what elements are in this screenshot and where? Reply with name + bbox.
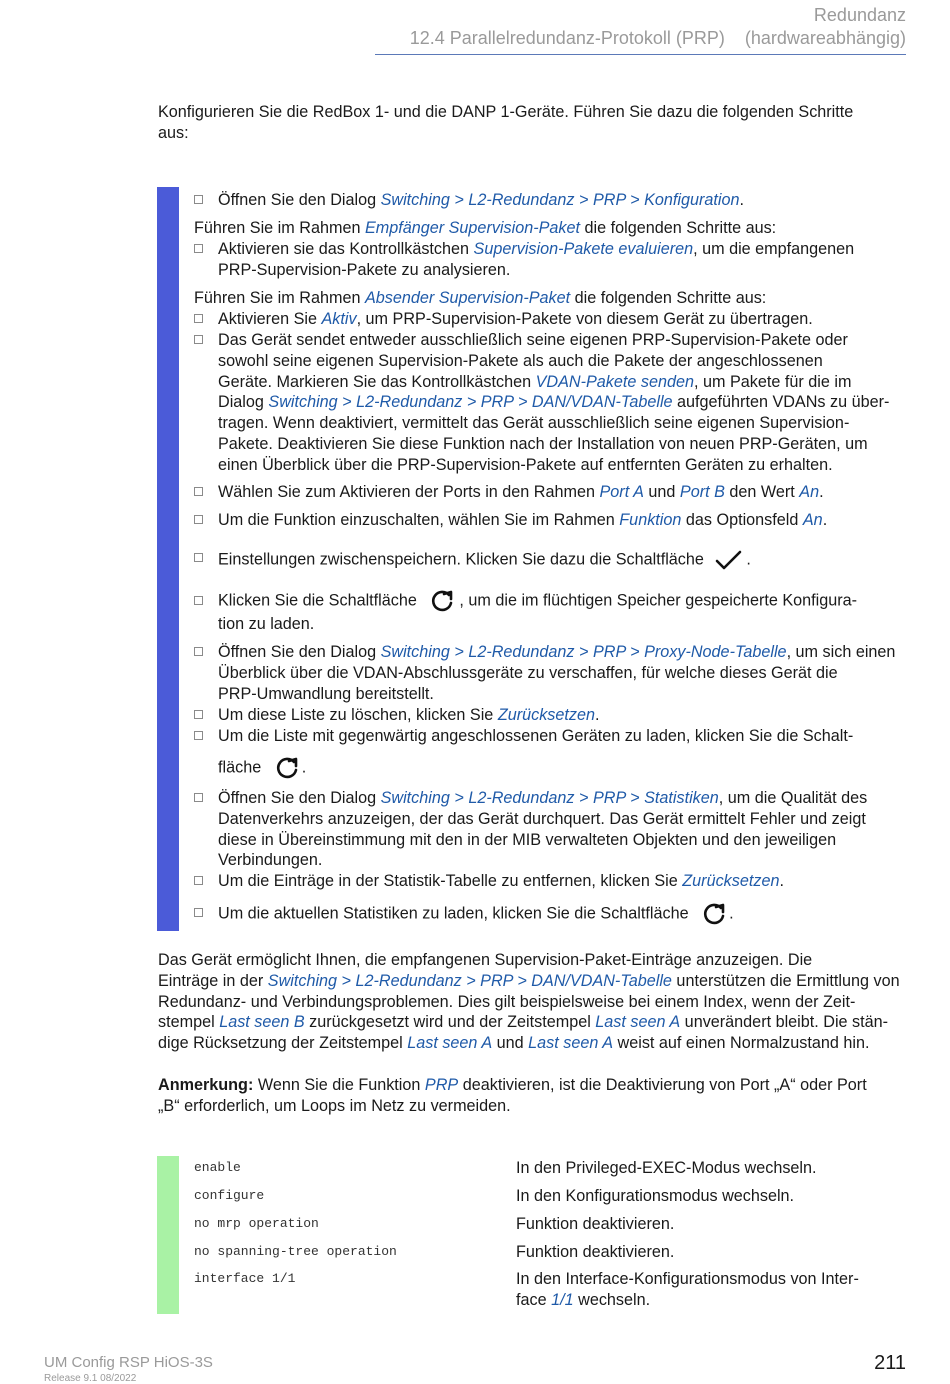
header-rule — [375, 54, 906, 55]
step-text: aufgeführten VDANs zu über- — [672, 393, 890, 412]
step-text: Um die Funktion einzuschalten, wählen Sie im Rahmen — [218, 511, 620, 529]
cli-description-text: face — [516, 1291, 552, 1309]
cli-command: configure — [194, 1188, 265, 1203]
intro-line: Konfigurieren Sie die RedBox 1- und die DANP 1-Geräte. Führen Sie dazu die folgenden Schritte — [158, 103, 854, 121]
step-text: . — [746, 550, 751, 569]
step-text: Um die Liste mit gegenwärtig angeschlossenen Geräten zu laden, klicken Sie die Schalt- — [218, 727, 854, 745]
reload-icon — [272, 755, 302, 781]
step-text: . — [729, 904, 734, 923]
checkbox-icon — [194, 515, 203, 524]
body-text: Redundanz- und Verbindungsproblemen. Dies gilt beispielsweise bei einem Index, wenn der Zeit- — [158, 992, 856, 1011]
dialog-path-link: Switching > L2-Redundanz > PRP > DAN/VDAN-Tabelle — [267, 971, 672, 990]
step-text: , um sich einen — [786, 643, 896, 661]
frame-name: Empfänger Supervision-Paket — [364, 219, 580, 237]
checkbox-icon — [194, 710, 203, 719]
step-text: fläche — [218, 758, 262, 777]
frame-heading — [194, 288, 766, 309]
step-reload-config — [194, 588, 906, 635]
step-vdan — [194, 330, 906, 476]
header-chapter: Redundanz — [813, 5, 906, 25]
function-name: PRP — [424, 1076, 459, 1094]
interface-name: 1/1 — [551, 1291, 574, 1309]
checkbox-icon — [194, 596, 203, 605]
step-text: Pakete. Deaktivieren Sie diese Funktion nach der Installation von neuen PRP-Geräten, um — [218, 434, 868, 453]
step-text: , um PRP-Supervision-Pakete von diesem Gerät zu übertragen. — [356, 310, 813, 328]
step-text: tragen. Wenn deaktiviert, vermittelt das Gerät ausschließlich seine eigenen Supervision- — [218, 414, 850, 433]
step-text: . — [822, 511, 828, 529]
footer-release: Release 9.1 08/2022 — [44, 1373, 137, 1384]
step-ports — [194, 482, 906, 503]
frame-text: die folgenden Schritte aus: — [570, 289, 767, 307]
dialog-path-link: Switching > L2-Redundanz > PRP > Proxy-Node-Tabelle — [380, 643, 787, 661]
step-text: Verbindungen. — [218, 851, 323, 870]
step-save — [194, 548, 906, 572]
checkbox-icon — [194, 908, 203, 917]
dialog-path-link: Switching > L2-Redundanz > PRP > Konfiguration — [380, 191, 740, 209]
step-text: Datenverkehrs anzuzeigen, der das Gerät durchquert. Das Gerät ermittelt Fehler und zeigt — [218, 809, 866, 828]
checkmark-icon — [714, 548, 744, 572]
step-load-stats — [194, 901, 906, 927]
step-text: Geräte. Markieren Sie das Kontrollkästchen — [218, 372, 536, 391]
note-text: deaktivieren, ist die Deaktivierung von Port „A“ oder Port — [458, 1076, 867, 1094]
header-section-line — [410, 27, 906, 49]
frame-name: Absender Supervision-Paket — [364, 289, 571, 307]
step-text: , um die im flüchtigen Speicher gespeicherte Konfigura- — [459, 591, 858, 610]
cli-command: no mrp operation — [194, 1216, 319, 1231]
step-text: , um die Qualität des — [718, 789, 868, 807]
checkbox-icon — [194, 793, 203, 802]
step-text: . — [301, 758, 307, 777]
checkbox-icon — [194, 731, 203, 740]
cli-description: In den Privileged-EXEC-Modus wechseln. — [516, 1159, 817, 1177]
step-text: diese in Übereinstimmung mit den in der MIB verwalteten Objekten und den jeweiligen — [218, 830, 837, 849]
checkbox-icon — [194, 876, 203, 885]
step-text: . — [819, 483, 824, 501]
step-reset-list — [194, 705, 906, 726]
step-statistics — [194, 788, 906, 871]
step-text: tion zu laden. — [218, 615, 315, 633]
frame-text: Führen Sie im Rahmen — [194, 219, 365, 237]
note-paragraph — [158, 1075, 908, 1117]
body-text: und — [492, 1034, 529, 1053]
frame-text: die folgenden Schritte aus: — [580, 219, 777, 237]
step-text: und — [643, 483, 680, 501]
field-name: Last seen A — [595, 1013, 681, 1032]
step-text: Öffnen Sie den Dialog — [218, 789, 381, 807]
step-text: Wählen Sie zum Aktivieren der Ports in den Rahmen — [218, 483, 600, 501]
cli-command: interface 1/1 — [194, 1271, 296, 1286]
step-text: . — [779, 872, 784, 890]
step-text: Um die Einträge in der Statistik-Tabelle zu entfernen, klicken Sie — [218, 872, 683, 890]
frame-name: Port B — [679, 483, 725, 501]
step-text: , um Pakete für die im — [693, 372, 852, 391]
reload-icon — [699, 901, 729, 927]
checkbox-icon — [194, 553, 203, 562]
option-name: Aktiv — [321, 310, 357, 328]
step-text: Dialog — [218, 393, 269, 412]
value-name: An — [802, 511, 823, 529]
checkbox-icon — [194, 647, 203, 656]
intro-paragraph — [158, 102, 908, 144]
body-text: unterstützen die Ermittlung von — [671, 971, 900, 990]
step-text: Das Gerät sendet entweder ausschließlich seine eigenen PRP-Supervision-Pakete oder — [218, 331, 848, 349]
field-name: Last seen B — [219, 1013, 305, 1032]
step-text: den Wert — [724, 483, 800, 501]
cli-description — [516, 1269, 859, 1311]
frame-name: Port A — [599, 483, 644, 501]
field-name: Last seen A — [528, 1034, 614, 1053]
frame-heading — [194, 218, 776, 239]
cli-description: Funktion deaktivieren. — [516, 1243, 675, 1261]
step-text: . — [594, 706, 600, 724]
step-text: Klicken Sie die Schaltfläche — [218, 591, 417, 610]
cli-description-text: In den Interface-Konfigurationsmodus von Inter- — [516, 1270, 859, 1288]
header-qualifier: (hardwareabhängig) — [744, 28, 906, 48]
note-text: Wenn Sie die Funktion — [253, 1076, 425, 1094]
checkbox-icon — [194, 195, 203, 204]
step-evaluate — [194, 239, 906, 281]
step-text: Einstellungen zwischenspeichern. Klicken Sie dazu die Schaltfläche — [218, 550, 704, 569]
dialog-path-link: Switching > L2-Redundanz > PRP > Statistiken — [380, 789, 719, 807]
frame-name: Funktion — [619, 511, 682, 529]
button-name: Zurücksetzen — [682, 872, 780, 890]
body-text: zurückgesetzt wird und der Zeitstempel — [304, 1013, 596, 1032]
body-text: unverändert bleibt. Die stän- — [680, 1013, 889, 1032]
body-paragraph — [158, 950, 908, 1054]
step-open-config — [194, 190, 906, 211]
checkbox-icon — [194, 244, 203, 253]
checkbox-icon — [194, 487, 203, 496]
step-text: Aktivieren sie das Kontrollkästchen — [218, 240, 474, 258]
step-text: das Optionsfeld — [681, 511, 803, 529]
step-text: PRP-Supervision-Pakete zu analysieren. — [218, 260, 511, 279]
step-text: , um die empfangenen — [693, 240, 855, 258]
note-text: „B“ erforderlich, um Loops im Netz zu vermeiden. — [158, 1096, 511, 1115]
step-text: einen Überblick über die PRP-Supervision-Pakete auf entfernten Geräten zu erhalten. — [218, 455, 833, 474]
intro-line: aus: — [158, 123, 189, 142]
body-text: dige Rücksetzung der Zeitstempel — [158, 1034, 408, 1053]
step-activate — [194, 309, 906, 330]
dialog-path-link: Switching > L2-Redundanz > PRP > DAN/VDAN-Tabelle — [268, 393, 673, 412]
instruction-bar — [157, 187, 179, 931]
body-text: Einträge in der — [158, 971, 268, 990]
step-text: sowohl seine eigenen Supervision-Pakete als auch die Pakete der angeschlossenen — [218, 351, 823, 370]
step-text: Öffnen Sie den Dialog — [218, 643, 381, 661]
step-text: . — [739, 191, 744, 209]
page-number: 211 — [874, 1352, 906, 1374]
cli-command: enable — [194, 1160, 241, 1175]
step-text: Aktivieren Sie — [218, 310, 322, 328]
note-label: Anmerkung: — [158, 1076, 254, 1094]
step-text: Öffnen Sie den Dialog — [218, 191, 381, 209]
cli-description-text: wechseln. — [573, 1291, 651, 1309]
step-reset-stats — [194, 871, 906, 892]
step-text: Um die aktuellen Statistiken zu laden, klicken Sie die Schaltfläche — [218, 904, 689, 923]
cli-description: In den Konfigurationsmodus wechseln. — [516, 1187, 795, 1205]
button-name: Zurücksetzen — [497, 706, 595, 724]
cli-description: Funktion deaktivieren. — [516, 1215, 675, 1233]
step-text: Überblick über die VDAN-Abschlussgeräte zu verschaffen, für welche dieses Gerät die — [218, 663, 838, 682]
step-proxy-node — [194, 642, 906, 704]
step-text: PRP-Umwandlung bereitstellt. — [218, 684, 434, 703]
step-text: Um diese Liste zu löschen, klicken Sie — [218, 706, 498, 724]
reload-icon — [427, 588, 457, 614]
checkbox-icon — [194, 314, 203, 323]
checkbox-name: Supervision-Pakete evaluieren — [473, 240, 694, 258]
step-function-on — [194, 510, 906, 531]
cli-bar — [157, 1156, 179, 1314]
cli-command: no spanning-tree operation — [194, 1244, 397, 1259]
checkbox-name: VDAN-Pakete senden — [535, 372, 694, 391]
body-text: Das Gerät ermöglicht Ihnen, die empfangenen Supervision-Paket-Einträge anzuzeigen. Die — [158, 951, 813, 969]
checkbox-icon — [194, 335, 203, 344]
frame-text: Führen Sie im Rahmen — [194, 289, 365, 307]
value-name: An — [799, 483, 820, 501]
body-text: stempel — [158, 1013, 220, 1032]
footer-doc-title: UM Config RSP HiOS-3S — [44, 1354, 213, 1371]
header-section: 12.4 Parallelredundanz-Protokoll (PRP) — [409, 28, 725, 48]
field-name: Last seen A — [407, 1034, 493, 1053]
body-text: weist auf einen Normalzustand hin. — [613, 1034, 870, 1053]
step-load-list — [194, 726, 906, 781]
